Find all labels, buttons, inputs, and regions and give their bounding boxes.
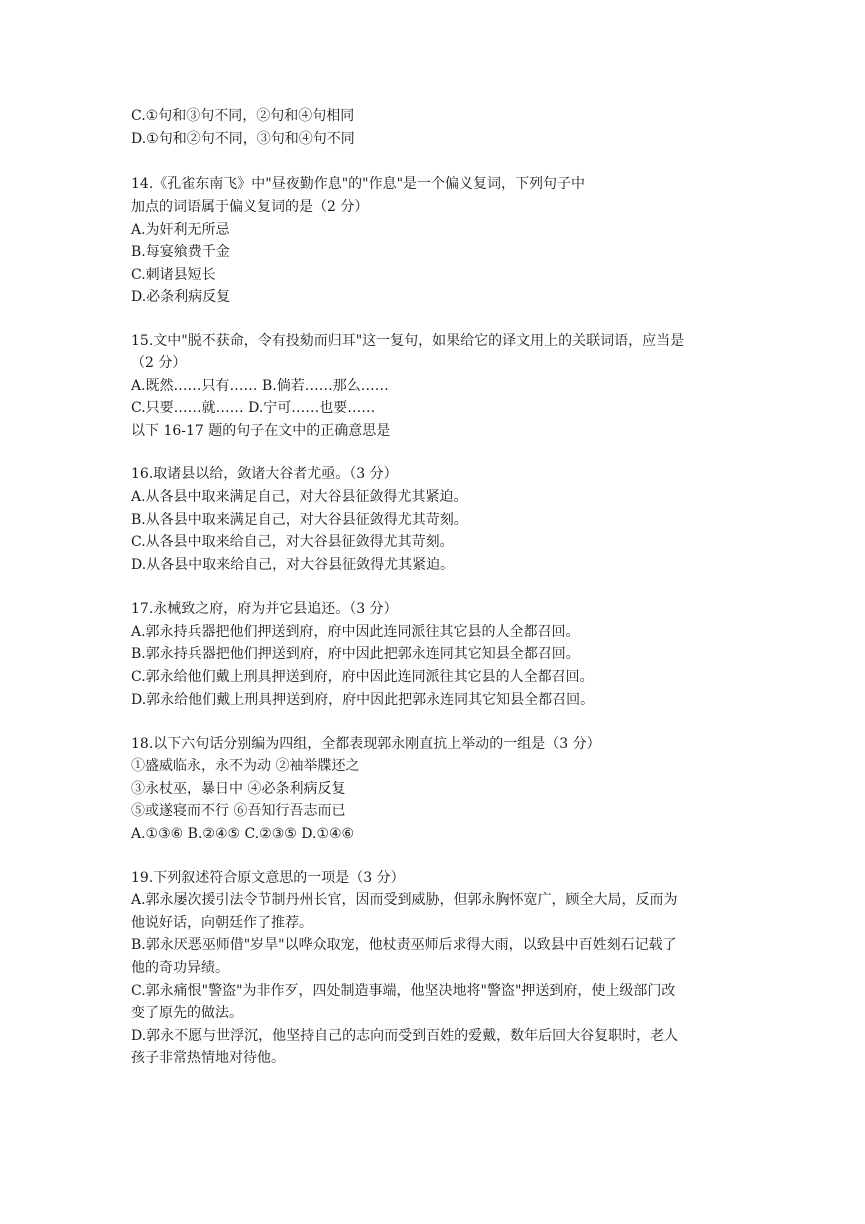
q18-options: A.①③⑥ B.②④⑤ C.②③⑤ D.①④⑥ — [131, 826, 355, 842]
q19-option-b-line1: B.郭永厌恶巫师借"岁旱"以哗众取宠，他杖责巫师后求得大雨，以致县中百姓刻石记载了 — [131, 937, 677, 953]
q19-option-d-line1: D.郭永不愿与世浮沉，他坚持自己的志向而受到百姓的爱戴，数年后回大谷复职时，老人 — [131, 1028, 679, 1044]
q14-stem-line1: 14.《孔雀东南飞》中"昼夜勤作息"的"作息"是一个偏义复词，下列句子中 — [131, 176, 586, 192]
q19-option-a-line1: A.郭永屡次援引法令节制丹州长官，因而受到威胁，但郭永胸怀宽广，顾全大局，反而为 — [131, 892, 678, 908]
q14-option-c: C.刺诸县短长 — [131, 267, 216, 283]
q14-option-a: A.为奸利无所忌 — [131, 222, 230, 238]
q15-stem-line2: （2 分） — [131, 355, 187, 371]
q16-option-b: B.从各县中取来满足自己，对大谷县征敛得尤其苛刻。 — [131, 512, 468, 528]
q13-option-c: C.①句和③句不同，②句和④句相同 — [131, 108, 355, 124]
q15-options-cd: C.只要……就…… D.宁可……也要…… — [131, 400, 376, 416]
q18-items-3-4: ③永杖巫，暴日中 ④必条利病反复 — [131, 781, 346, 797]
q15-stem-line1: 15.文中"脱不获命，令有投劾而归耳"这一复句，如果给它的译文用上的关联词语，应当是 — [131, 333, 685, 349]
q17-option-a: A.郭永持兵器把他们押送到府，府中因此连同派往其它县的人全都召回。 — [131, 624, 580, 640]
q14-option-b: B.每宴飨费千金 — [131, 244, 230, 260]
q19-option-d-line2: 孩子非常热情地对待他。 — [131, 1050, 285, 1066]
q19-option-c-line1: C.郭永痛恨"警盗"为非作歹，四处制造事端，他坚决地将"警盗"押送到府，使上级部门改 — [131, 983, 676, 999]
q15-options-ab: A.既然……只有…… B.倘若……那么…… — [131, 378, 389, 394]
q16-option-a: A.从各县中取来满足自己，对大谷县征敛得尤其紧迫。 — [131, 489, 468, 505]
q14-option-d: D.必条利病反复 — [131, 289, 231, 305]
q17-stem: 17.永械致之府，府为并它县追还。（3 分） — [131, 601, 398, 617]
q18-stem: 18.以下六句话分别编为四组，全都表现郭永刚直抗上举动的一组是（3 分） — [131, 736, 601, 752]
q16-17-intro: 以下 16-17 题的句子在文中的正确意思是 — [131, 423, 391, 439]
q16-option-c: C.从各县中取来给自己，对大谷县征敛得尤其苛刻。 — [131, 534, 454, 550]
q19-stem: 19.下列叙述符合原文意思的一项是（3 分） — [131, 870, 405, 886]
q17-option-d: D.郭永给他们戴上刑具押送到府，府中因此把郭永连同其它知县全都召回。 — [131, 692, 595, 708]
q16-option-d: D.从各县中取来给自己，对大谷县征敛得尤其紧迫。 — [131, 557, 455, 573]
q18-items-1-2: ①盛威临永，永不为动 ②袖举牒还之 — [131, 758, 360, 774]
q17-option-b: B.郭永持兵器把他们押送到府，府中因此把郭永连同其它知县全都召回。 — [131, 646, 580, 662]
q19-option-b-line2: 他的奇功异绩。 — [131, 960, 229, 976]
q16-stem: 16.取诸县以给，敛诸大谷者尤亟。（3 分） — [131, 466, 398, 482]
q19-option-c-line2: 变了原先的做法。 — [131, 1005, 243, 1021]
q17-option-c: C.郭永给他们戴上刑具押送到府，府中因此连同派往其它县的人全都召回。 — [131, 669, 594, 685]
q14-stem-line2: 加点的词语属于偏义复词的是（2 分） — [131, 199, 369, 215]
q19-option-a-line2: 他说好话，向朝廷作了推荐。 — [131, 915, 313, 931]
q13-option-d: D.①句和②句不同，③句和④句不同 — [131, 131, 355, 147]
q18-items-5-6: ⑤或遂寝而不行 ⑥吾知行吾志而已 — [131, 803, 346, 819]
